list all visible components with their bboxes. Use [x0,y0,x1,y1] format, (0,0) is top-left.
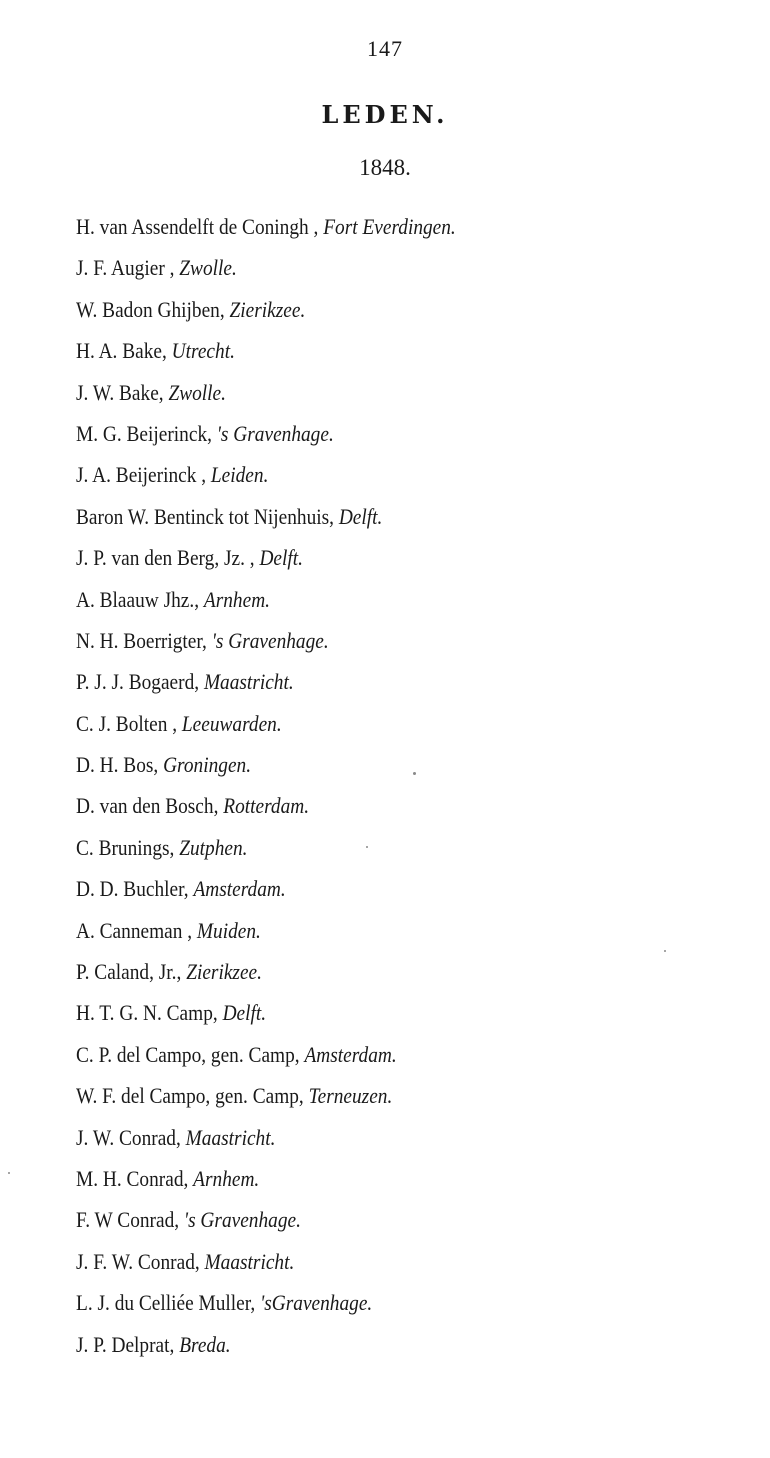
scan-speck [413,772,416,775]
member-place: Arnhem. [193,1165,260,1191]
member-place: Arnhem. [203,586,271,612]
member-place: Rotterdam. [223,793,310,819]
member-entry [76,372,661,413]
member-name: H. T. G. N. Camp, [76,1000,218,1026]
member-entry [76,1075,661,1116]
member-name: C. P. del Campo, gen. Camp, [76,1041,300,1067]
member-place: 's Gravenhage. [183,1207,301,1233]
page-number: 147 [367,36,403,61]
member-entry [76,496,661,537]
member-name: J. W. Bake, [76,379,164,405]
member-place: Delft. [259,545,303,571]
member-name: M. G. Beijerinck, [76,420,212,446]
member-place: Zierikzee. [186,959,262,985]
member-entry [76,1282,661,1323]
section-heading: LEDEN. [321,100,449,129]
member-place: Leiden. [210,462,269,488]
member-name: H. van Assendelft de Coningh , [76,214,319,239]
member-name: J. W. Conrad, [76,1124,181,1150]
member-entry [76,1324,661,1365]
member-name: J. A. Beijerinck , [76,462,207,488]
member-entry [76,785,661,826]
member-name: N. H. Boerrigter, [76,627,207,653]
member-place: 'sGravenhage. [260,1290,373,1316]
member-entry [76,620,661,661]
member-name: J. F. W. Conrad, [76,1248,200,1274]
member-entry [76,868,661,909]
member-name: Baron W. Bentinck tot Nijenhuis, [76,503,334,529]
member-place: Zierikzee. [229,296,306,322]
member-place: Maastricht. [204,1248,295,1274]
member-name: J. F. Augier , [76,255,175,281]
member-entry [76,247,661,288]
member-entry [76,289,661,330]
member-place: Utrecht. [171,338,235,364]
member-name: C. J. Bolten , [76,710,178,736]
member-entry [76,1241,661,1282]
member-name: J. P. van den Berg, Jz. , [76,545,255,571]
member-place: Zwolle. [168,379,226,405]
member-place: Muiden. [196,917,261,943]
member-name: D. D. Buchler, [76,876,189,902]
member-name: D. van den Bosch, [76,793,219,819]
member-place: Amsterdam. [304,1041,397,1067]
member-name: W. F. del Campo, gen. Camp, [76,1083,304,1109]
member-name: M. H. Conrad, [76,1165,189,1191]
member-list [76,206,756,1365]
member-name: W. Badon Ghijben, [76,296,225,322]
member-name: F. W Conrad, [76,1207,180,1233]
member-name: C. Brunings, [76,834,175,860]
scan-speck [366,846,368,848]
member-entry [76,661,661,702]
member-entry [76,413,661,454]
member-place: Zutphen. [179,834,248,860]
member-name: P. J. J. Bogaerd, [76,669,200,695]
member-place: Leeuwarden. [181,710,282,736]
member-entry [76,1158,661,1199]
member-entry [76,330,661,371]
member-entry [76,537,661,578]
member-place: Groningen. [163,752,252,778]
member-entry [76,579,661,620]
member-place: 's Gravenhage. [216,420,334,446]
member-entry [76,703,661,744]
member-place: Amsterdam. [193,876,286,902]
scan-speck [8,1172,10,1174]
member-entry [76,1199,661,1240]
member-entry [76,744,661,785]
member-entry [76,951,661,992]
year-heading: 1848. [359,155,411,180]
member-place: Zwolle. [179,255,237,281]
member-name: A. Blaauw Jhz., [76,586,200,612]
member-entry [76,910,661,951]
member-place: Fort Everdingen. [323,214,456,239]
member-entry [76,827,661,868]
member-name: D. H. Bos, [76,752,159,778]
scan-speck [664,950,666,952]
member-place: Delft. [338,503,383,529]
member-name: H. A. Bake, [76,338,167,364]
member-entry [76,1034,661,1075]
member-name: A. Canneman , [76,917,193,943]
member-place: Delft. [222,1000,267,1026]
member-name: P. Caland, Jr., [76,959,182,985]
member-place: Breda. [179,1331,231,1357]
member-name: J. P. Delprat, [76,1331,175,1357]
member-place: Maastricht. [185,1124,276,1150]
member-place: Terneuzen. [308,1083,393,1109]
member-entry [76,992,661,1033]
member-place: Maastricht. [203,669,294,695]
member-entry [76,454,661,495]
member-place: 's Gravenhage. [211,627,329,653]
member-name: L. J. du Celliée Muller, [76,1290,256,1316]
member-entry [76,1117,661,1158]
member-entry [76,206,661,247]
